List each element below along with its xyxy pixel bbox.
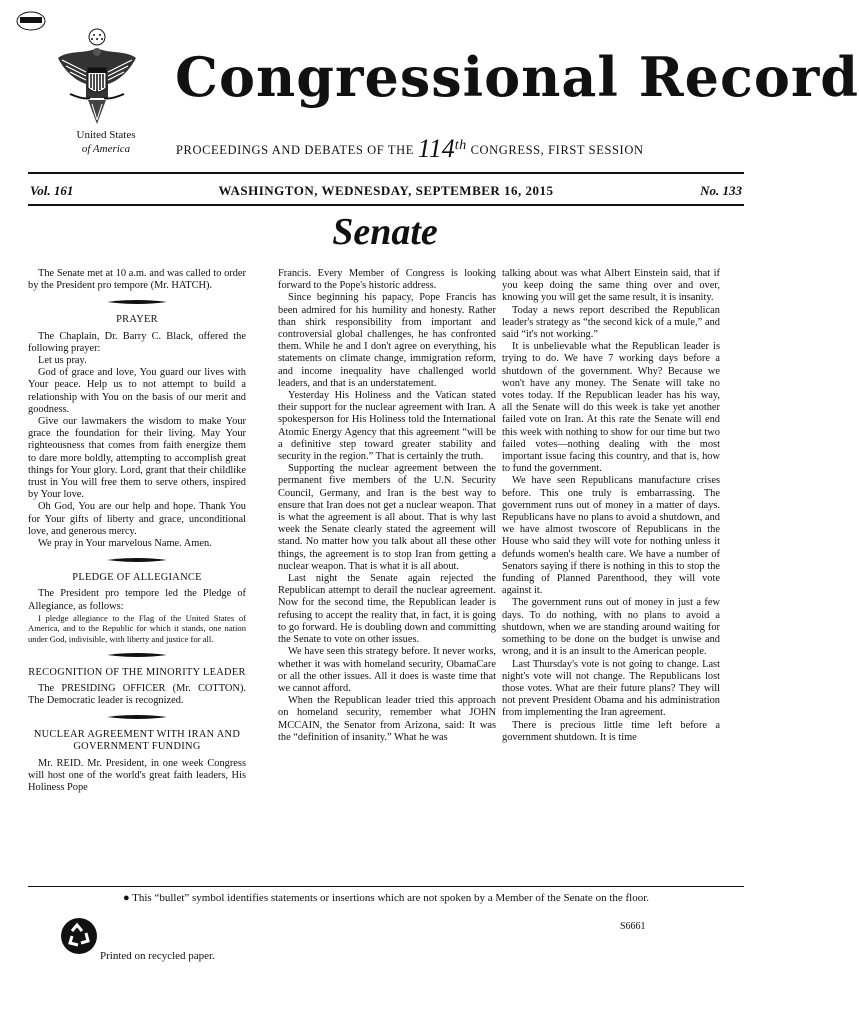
issue-number: No. 133 <box>700 183 742 198</box>
section-heading-prayer: PRAYER <box>116 314 158 326</box>
footer-rule <box>28 886 744 887</box>
paragraph: There is precious little time left before a government shutdown. It is time <box>502 719 720 743</box>
paragraph: We have seen this strategy before. It never works, whether it was with homeland security, ObamaCare or all the other issues. All it does is waste time that we cannot afford. <box>278 646 496 694</box>
place-date: WASHINGTON, WEDNESDAY, SEPTEMBER 16, 2015 <box>218 183 554 198</box>
masthead-subtitle <box>176 134 736 164</box>
paragraph: Supporting the nuclear agreement between the permanent five members of the U.N. Security Council, Germany, and Iran is the best way to ensure that Iran does not get a nuclear weapon. That is what the agreement is all about. That is why last week the Senate clearly stated the agreement will stand. No matter how you talk about all these other things, the agreement is to stop Iran from getting a nuclear weapon. That is what it is all about. <box>278 463 496 572</box>
paragraph: Today a news report described the Republican leader's strategy as “the second kick of a mule,” and said “it's not working.” <box>502 304 720 341</box>
paragraph: The President pro tempore led the Pledge of Allegiance, as follows: <box>28 588 246 612</box>
ornament-divider <box>28 556 246 566</box>
paragraph: Let us pray. <box>38 355 87 367</box>
section-heading-pledge: PLEDGE OF ALLEGIANCE <box>72 572 202 584</box>
paragraph: Last night the Senate again rejected the Republican attempt to derail the nuclear agreement. Now for the second time, the Republican leader is refusing to accept the reality that, in fact, it is going to go forward. He is doubling down and committing the Senate to vote on other issues. <box>278 573 496 646</box>
congress-number: 114 <box>417 134 455 163</box>
subtitle-right: CONGRESS, FIRST SESSION <box>470 143 644 157</box>
paragraph: The Chaplain, Dr. Barry C. Black, offered the following prayer: <box>28 330 246 354</box>
bullet-footnote: ● This “bullet” symbol identifies statements or insertions which are not spoken by a Member of the Senate on the floor. <box>122 892 650 904</box>
pledge-text: I pledge allegiance to the Flag of the United States of America, and to the Republic for which it stands, one nation under God, indivisible, with liberty and justice for all. <box>28 612 246 645</box>
paragraph: It is unbelievable what the Republican leader is trying to do. We have 7 working days before a shutdown of the government. Why? Because we won't have any money. The Senate will take no votes today. If the Republican leader has his way, all the Senate will do this week is take yet another failed vote on Iran. At this rate the Senate will end this week with nothing to show for our time but two failed votes—nothing dealing with the most important issue facing this country, and that is, how to fund the government. <box>502 341 720 475</box>
congress-suffix: th <box>454 137 467 153</box>
paragraph: The Senate met at 10 a.m. and was called to order by the President pro tempore (Mr. HATCH). <box>28 268 246 292</box>
paragraph: Francis. Every Member of Congress is looking forward to the Pope's historic address. <box>278 268 496 292</box>
masthead-title: Congressional Record <box>175 45 859 109</box>
text-column-3 <box>502 268 720 744</box>
paragraph: Since beginning his papacy, Pope Francis has been admired for his humility and honesty. Rather than shirk responsibility from important and controversial global challenges, he has confronted them. While he and I don't agree on everything, his statements on climate change, immigration reform, and income inequality have challenged world leaders, and that is an understatement. <box>278 292 496 389</box>
subtitle-left: PROCEEDINGS AND DEBATES OF THE <box>176 143 414 157</box>
country-line-2: of America <box>81 143 131 155</box>
paragraph: Yesterday His Holiness and the Vatican stated their support for the nuclear agreement with Iran. A spokesperson for His Holiness told the International Atomic Energy Agency that this agreement “will be a definitive step toward greater stability and security in the region.” That is certainly the truth. <box>278 390 496 463</box>
section-heading-recognition: RECOGNITION OF THE MINORITY LEADER <box>28 666 246 678</box>
text-column-1 <box>28 268 246 794</box>
paragraph: The government runs out of money in just a few days. To do nothing, with no plans to avoid a shutdown, when we are standing around waiting for something to be done on the budget is unwise and wrong, and it is an insult to the American people. <box>502 597 720 658</box>
ornament-divider <box>28 298 246 308</box>
paragraph: Last Thursday's vote is not going to change. Last night's vote will not change. The Republicans lost those votes. What are their future plans? They will not prevent President Obama and his administration from implementing the Iran agreement. <box>502 658 720 719</box>
rule-top <box>28 172 744 174</box>
ornament-divider <box>28 651 246 661</box>
paragraph: Oh God, You are our help and hope. Thank You for Your gifts of liberty and grace, unconditional love, and generous mercy. <box>28 501 246 537</box>
country-label <box>66 128 146 156</box>
section-title: Senate <box>332 211 438 253</box>
paragraph: Give our lawmakers the wisdom to make Your grace the foundation for their living. May Your righteousness that comes from faith energize them to dare more boldly, attempting to accomplish great things for Your glory. Lord, grant that their childlike trust in You will free them to serve others, inspired by Your love. <box>28 416 246 501</box>
paragraph: talking about was what Albert Einstein said, that if you keep doing the same thing over and over, knowing you will get the same result, it is insanity. <box>502 268 720 304</box>
paragraph: God of grace and love, You guard our lives with Your peace. Help us to not attempt to build a relationship with You on the basis of our merit and goodness. <box>28 367 246 415</box>
rule-bottom <box>28 204 744 206</box>
ornament-divider <box>28 713 246 723</box>
section-heading-nuclear: NUCLEAR AGREEMENT WITH IRAN AND GOVERNMENT FUNDING <box>33 729 241 753</box>
recycle-icon <box>60 917 98 955</box>
paragraph: When the Republican leader tried this approach on homeland security, remember what JOHN MCCAIN, the Senator from Arizona, said: It was the “definition of insanity.” What he was <box>278 695 496 743</box>
eagle-seal-icon <box>56 28 138 126</box>
text-column-2 <box>278 268 496 744</box>
paragraph: We pray in Your marvelous Name. Amen. <box>38 538 212 550</box>
paragraph: We have seen Republicans manufacture crises before. This one truly is embarrassing. The government runs out of money in a matter of days. Republicans have no plans to avoid a shutdown, and we have almost twoscore of Republicans in the House who said they will vote for nothing unless it defunds women's health care. We have a number of Senators saying if there is nothing in this to stop the funding of Planned Parenthood, they will vote against it. <box>502 475 720 597</box>
union-label-icon <box>16 10 46 32</box>
dateline <box>30 183 742 201</box>
country-line-1: United States <box>76 129 136 141</box>
printed-on-recycled-label: Printed on recycled paper. <box>100 950 215 962</box>
volume-number: Vol. 161 <box>30 183 74 198</box>
paragraph: The PRESIDING OFFICER (Mr. COTTON). The Democratic leader is recognized. <box>28 682 246 707</box>
page-number: S6661 <box>620 921 646 932</box>
paragraph: Mr. REID. Mr. President, in one week Congress will host one of the world's great faith leaders, His Holiness Pope <box>28 757 246 794</box>
